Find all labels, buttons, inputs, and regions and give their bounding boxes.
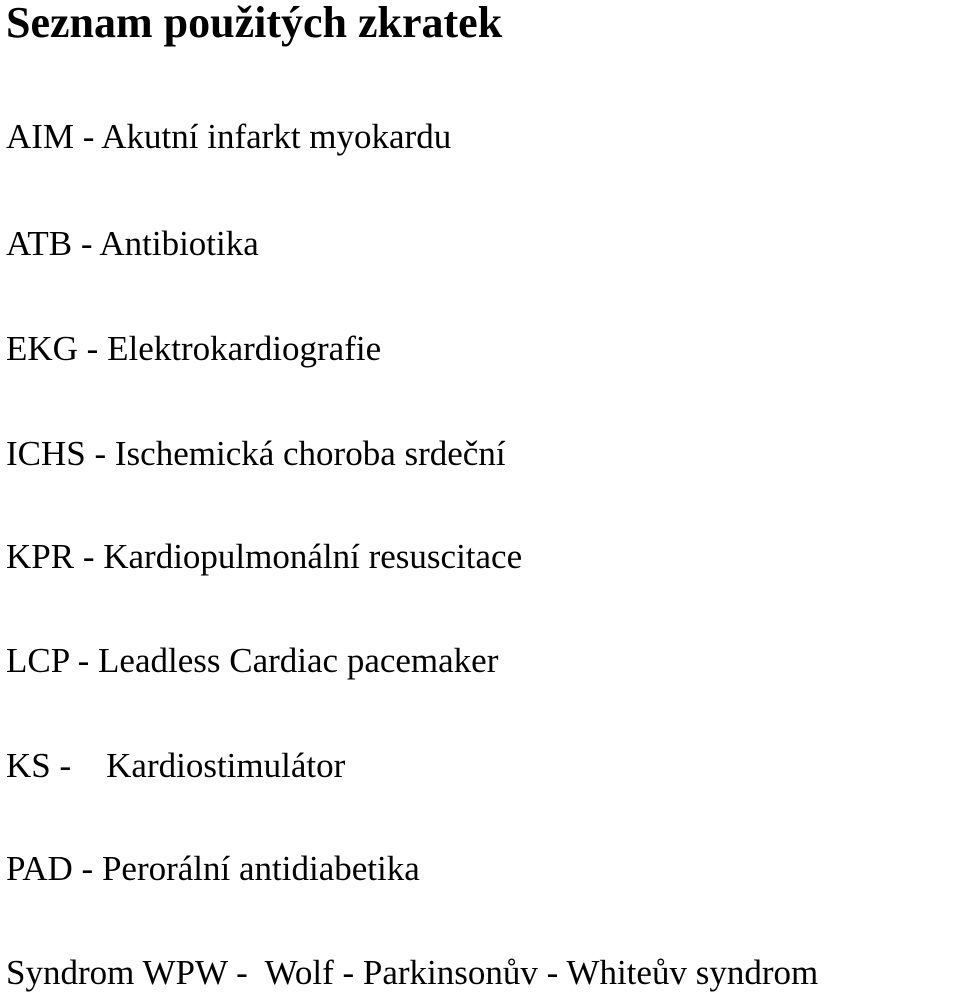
abbreviation-entry-pad (6, 849, 420, 889)
abbreviation-entry-wpw (6, 953, 818, 993)
entry-text: PAD - Perorální antidiabetika (6, 849, 420, 888)
page-title: Seznam použitých zkratek (6, 0, 503, 47)
entry-text: KPR - Kardiopulmonální resuscitace (6, 537, 523, 576)
abbreviation-entry-lcp (6, 641, 498, 681)
abbreviation-entry-aim (6, 117, 451, 157)
entry-text: AIM - Akutní infarkt myokardu (6, 117, 452, 156)
entry-text: EKG - Elektrokardiografie (6, 329, 382, 368)
abbreviation-entry-kpr (6, 537, 522, 577)
abbreviation-entry-atb (6, 224, 259, 264)
abbreviation-entry-ekg (6, 329, 381, 369)
entry-text: KS - Kardiostimulátor (6, 746, 346, 785)
entry-text: ICHS - Ischemická choroba srdeční (6, 434, 506, 473)
abbreviation-entry-ks (6, 746, 345, 786)
entry-text: Syndrom WPW - Wolf - Parkinsonův - Whiteův syndrom (6, 953, 819, 992)
entry-text: LCP - Leadless Cardiac pacemaker (6, 641, 499, 680)
entry-text: ATB - Antibiotika (6, 224, 259, 263)
abbreviation-entry-ichs (6, 434, 506, 474)
